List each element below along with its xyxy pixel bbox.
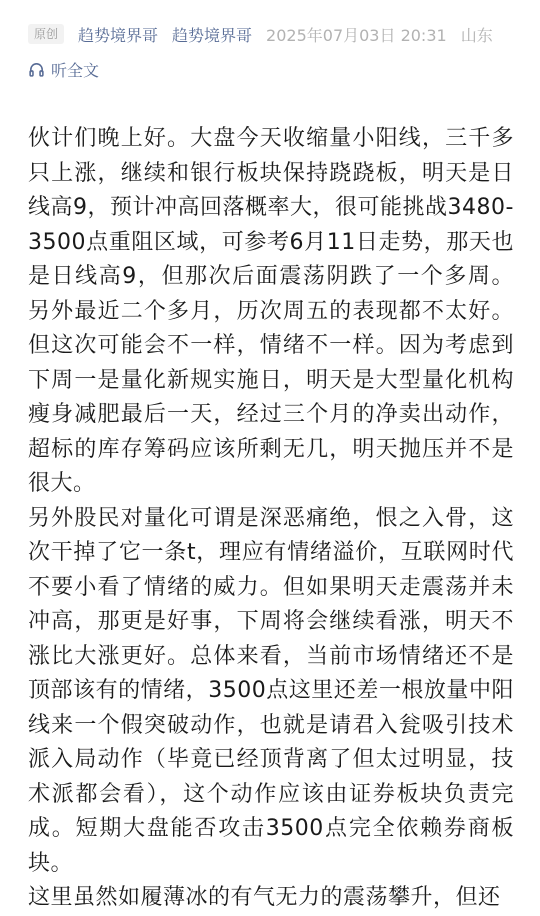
article-meta bbox=[28, 22, 493, 46]
publish-date: 2025年07月03日 20:31 bbox=[266, 25, 447, 45]
original-badge: 原创 bbox=[28, 24, 64, 44]
author-name-link[interactable]: 趋势境界哥 bbox=[78, 25, 159, 45]
article-paragraph: 伙计们晚上好。大盘今天收缩量小阳线，三千多只上涨，继续和银行板块保持跷跷板，明天是日线高9，预计冲高回落概率大，很可能挑战3480-3500点重阻区域，可参考6月11日走势，那天也是日线高9，但那次后面震荡阴跌了一个多周。另外最近二个多月，历次周五的表现都不太好。但这次可能会不一样，情绪不一样。因为考虑到下周一是量化新规实施日，明天是大型量化机构瘦身减肥最后一天，经过三个月的净卖出动作，超标的库存筹码应该所剩无几，明天抛压并不是很大。 bbox=[28, 126, 514, 496]
listen-label: 听全文 bbox=[51, 60, 100, 80]
publish-location: 山东 bbox=[460, 25, 493, 45]
headphones-icon bbox=[28, 61, 45, 78]
listen-full-text-button[interactable] bbox=[28, 57, 99, 81]
article-paragraph: 这里虽然如履薄冰的有气无力的震荡攀升，但还 bbox=[28, 885, 501, 910]
article-paragraph: 另外股民对量化可谓是深恶痛绝，恨之入骨，这次干掉了它一条t，理应有情绪溢价，互联网时代不要小看了情绪的威力。但如果明天走震荡并未冲高，那更是好事，下周将会继续看涨，明天不涨比大涨更好。总体来看，当前市场情绪还不是顶部该有的情绪，3500点这里还差一根放量中阳线来一个假突破动作，也就是请君入瓮吸引技术派入局动作（毕竟已经顶背离了但太过明显，技术派都会看），这个动作应该由证券板块负责完成。短期大盘能否攻击3500点完全依赖券商板块。 bbox=[28, 505, 514, 876]
account-name-link[interactable]: 趋势境界哥 bbox=[172, 25, 253, 45]
article-body bbox=[28, 122, 514, 916]
